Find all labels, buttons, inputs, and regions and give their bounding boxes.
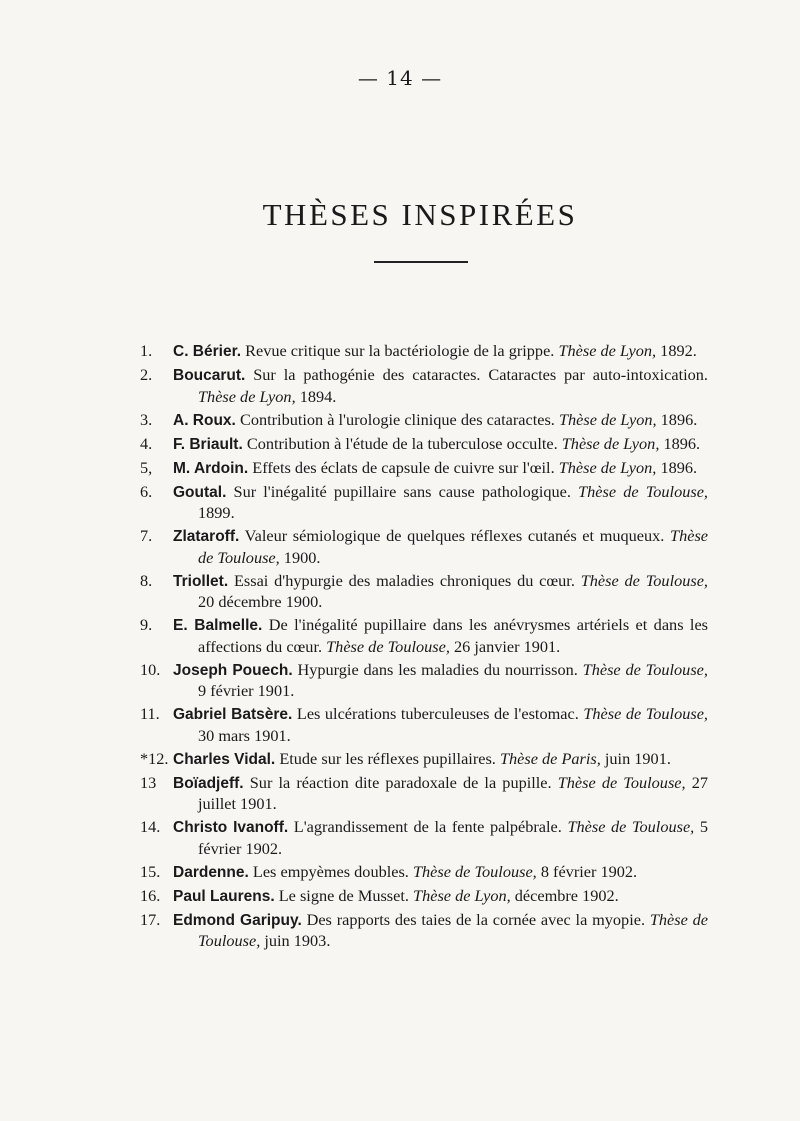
entry-author: Zlataroff. bbox=[173, 528, 240, 545]
entry-title: Sur l'inégalité pupillaire sans cause pathologique. bbox=[233, 481, 571, 501]
page-title: THÈSES INSPIRÉES bbox=[262, 196, 578, 232]
entry-number: 4. bbox=[140, 433, 153, 453]
entry-number: 13 bbox=[140, 772, 157, 792]
entry-number: 6. bbox=[140, 481, 153, 501]
entry-author: Triollet. bbox=[173, 572, 229, 590]
entry-title: Sur la réaction dite paradoxale de la pupille. bbox=[249, 772, 552, 792]
entry-date: 1896. bbox=[663, 433, 701, 453]
entry-author: A. Roux. bbox=[173, 411, 236, 429]
entry-date: 1900. bbox=[283, 547, 321, 567]
thesis-entry bbox=[140, 910, 708, 952]
entry-title: Effets des éclats de capsule de cuivre sur l'œil. bbox=[252, 457, 555, 477]
thesis-entry bbox=[140, 817, 708, 859]
entry-title: Essai d'hypurgie des maladies chroniques du cœur. bbox=[233, 570, 575, 590]
entry-author: Edmond Garipuy. bbox=[173, 911, 302, 929]
entry-title: Les empyèmes doubles. bbox=[252, 861, 409, 881]
thesis-entry bbox=[140, 886, 708, 908]
entry-venue: Thèse de Toulouse, bbox=[557, 772, 686, 792]
thesis-entry bbox=[140, 615, 708, 657]
entry-venue: Thèse de Toulouse, bbox=[567, 817, 695, 836]
entry-number: 9. bbox=[140, 615, 153, 634]
thesis-entry bbox=[140, 434, 708, 456]
title-rule bbox=[374, 261, 468, 263]
entry-venue: Thèse de Toulouse, bbox=[583, 704, 708, 723]
entry-title: Valeur sémiologique de quelques réflexes cutanés et muqueux. bbox=[244, 526, 665, 545]
entry-author: Boucarut. bbox=[173, 367, 246, 384]
entry-title: Etude sur les réflexes pupillaires. bbox=[279, 748, 496, 768]
entry-date: 20 décembre 1900. bbox=[198, 592, 323, 611]
entry-number: 14. bbox=[140, 817, 161, 836]
entry-author: Joseph Pouech. bbox=[173, 661, 293, 679]
entry-title: De l'inégalité pupillaire dans les anévrysmes artériels et dans les affections du cœur. bbox=[198, 615, 709, 656]
entry-number: 11. bbox=[140, 704, 160, 723]
thesis-list bbox=[140, 341, 708, 954]
entry-author: Dardenne. bbox=[173, 863, 249, 881]
thesis-entry bbox=[140, 773, 708, 815]
thesis-entry bbox=[140, 571, 708, 613]
thesis-entry bbox=[140, 526, 708, 568]
entry-date: juin 1903. bbox=[264, 931, 331, 950]
entry-title: Hypurgie dans les maladies du nourrisson. bbox=[297, 659, 578, 679]
thesis-entry bbox=[140, 749, 708, 771]
page-number: — 14 — bbox=[357, 66, 443, 90]
entry-venue: Thèse de Toulouse, bbox=[198, 909, 709, 950]
entry-number: 10. bbox=[140, 659, 161, 679]
entry-title: Revue critique sur la bactériologie de la grippe. bbox=[245, 341, 555, 360]
entry-date: 1894. bbox=[299, 386, 337, 406]
entry-venue: Thèse de Lyon, bbox=[558, 457, 657, 477]
entry-author: M. Ardoin. bbox=[173, 459, 249, 477]
entry-date: juin 1901. bbox=[604, 748, 671, 768]
thesis-entry bbox=[140, 410, 708, 432]
entry-date: 8 février 1902. bbox=[540, 861, 638, 881]
entry-title: L'agrandissement de la fente palpébrale. bbox=[293, 817, 562, 836]
entry-venue: Thèse de Toulouse, bbox=[198, 526, 708, 567]
thesis-entry bbox=[140, 660, 708, 702]
entry-number: 16. bbox=[140, 885, 161, 905]
entry-title: Contribution à l'étude de la tuberculose occulte. bbox=[246, 433, 558, 453]
entry-number: 8. bbox=[140, 570, 153, 590]
entry-number: *12. bbox=[140, 748, 169, 768]
entry-number: 3. bbox=[140, 409, 153, 429]
entry-number: 17. bbox=[140, 909, 161, 929]
thesis-entry bbox=[140, 458, 708, 480]
entry-number: 7. bbox=[140, 526, 153, 545]
entry-venue: Thèse de Lyon, bbox=[561, 433, 660, 453]
entry-venue: Thèse de Toulouse, bbox=[580, 570, 709, 590]
entry-date: 30 mars 1901. bbox=[198, 725, 291, 745]
entry-author: Boïadjeff. bbox=[173, 774, 244, 792]
entry-author: Paul Laurens. bbox=[173, 887, 275, 905]
entry-author: Gabriel Batsère. bbox=[173, 706, 293, 723]
entry-venue: Thèse de Toulouse, bbox=[412, 861, 537, 881]
entry-author: Christo Ivanoff. bbox=[173, 819, 289, 836]
entry-author: Goutal. bbox=[173, 483, 227, 501]
entry-title: Sur la pathogénie des cataractes. Cataractes par auto-intoxication. bbox=[253, 365, 709, 384]
entry-title: Des rapports des taies de la cornée avec la myopie. bbox=[306, 909, 646, 929]
thesis-entry bbox=[140, 704, 708, 746]
entry-venue: Thèse de Toulouse, bbox=[582, 659, 708, 679]
entry-date: 9 février 1901. bbox=[198, 681, 295, 700]
entry-number: 2. bbox=[140, 365, 153, 384]
entry-title: Contribution à l'urologie clinique des cataractes. bbox=[239, 409, 555, 429]
entry-date: 26 janvier 1901. bbox=[453, 636, 561, 656]
entry-author: Charles Vidal. bbox=[173, 750, 276, 768]
entry-venue: Thèse de Lyon, bbox=[413, 885, 511, 905]
entry-venue: Thèse de Lyon, bbox=[558, 409, 657, 429]
entry-venue: Thèse de Paris, bbox=[499, 748, 601, 768]
thesis-entry bbox=[140, 341, 708, 363]
entry-number: 15. bbox=[140, 861, 161, 881]
thesis-entry bbox=[140, 862, 708, 884]
entry-title: Le signe de Musset. bbox=[278, 885, 409, 905]
entry-author: E. Balmelle. bbox=[173, 617, 263, 634]
entry-number: 5, bbox=[140, 457, 153, 477]
entry-date: 1899. bbox=[198, 503, 235, 522]
entry-author: F. Briault. bbox=[173, 435, 243, 453]
entry-date: 5 février 1902. bbox=[198, 817, 708, 858]
entry-date: 1896. bbox=[660, 409, 698, 429]
entry-venue: Thèse de Lyon, bbox=[558, 341, 657, 360]
entry-venue: Thèse de Lyon, bbox=[198, 386, 296, 406]
thesis-entry bbox=[140, 482, 708, 524]
entry-title: Les ulcérations tuberculeuses de l'estomac. bbox=[296, 704, 579, 723]
thesis-entry bbox=[140, 365, 708, 407]
entry-author: C. Bérier. bbox=[173, 343, 242, 360]
entry-venue: Thèse de Toulouse, bbox=[326, 636, 450, 656]
entry-date: 27 juillet 1901. bbox=[198, 772, 708, 813]
entry-date: 1892. bbox=[660, 341, 697, 360]
entry-date: décembre 1902. bbox=[514, 885, 619, 905]
entry-date: 1896. bbox=[660, 457, 698, 477]
entry-venue: Thèse de Toulouse, bbox=[578, 481, 708, 501]
entry-number: 1. bbox=[140, 341, 153, 360]
